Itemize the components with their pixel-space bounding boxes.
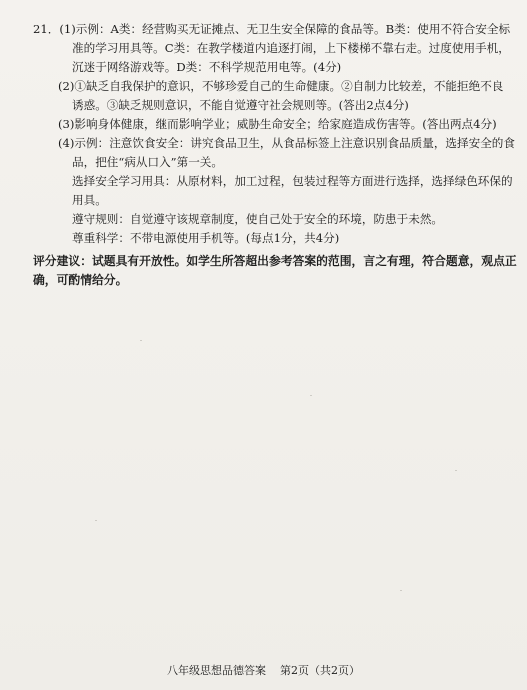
q21-part1-line1: 21．(1)示例：A类：经营购买无证摊点、无卫生安全保障的食品等。B类：使用不符合安全标 bbox=[33, 22, 511, 36]
footer-title: 八年级思想品德答案 bbox=[167, 664, 266, 677]
q21-part1-line2: 准的学习用具等。C类：在教学楼道内追逐打闹，上下楼梯不靠右走。过度使用手机， bbox=[72, 41, 510, 55]
q21-part3-line1: (3)影响身体健康，继而影响学业；威胁生命安全；给家庭造成伤害等。(答出两点4分) bbox=[58, 117, 497, 131]
q21-part4-line2: 品，把住“病从口入”第一关。 bbox=[72, 155, 223, 169]
grading-note-line1: 评分建议：试题具有开放性。如学生所答超出参考答案的范围，言之有理，符合题意，观点正 bbox=[33, 254, 517, 268]
q21-part4-line4: 用具。 bbox=[72, 193, 107, 207]
scan-noise bbox=[140, 340, 142, 341]
scan-noise bbox=[400, 590, 402, 591]
q21-part1-line3: 沉迷于网络游戏等。D类：不科学规范用电等。(4分) bbox=[72, 60, 342, 74]
q21-part4-line5: 遵守规则：自觉遵守该规章制度，使自己处于安全的环境，防患于未然。 bbox=[72, 212, 444, 226]
q21-part4-line6: 尊重科学：不带电源使用手机等。(每点1分，共4分) bbox=[72, 231, 340, 245]
q21-part2-line2: 诱惑。③缺乏规则意识，不能自觉遵守社会规则等。(答出2点4分) bbox=[72, 98, 409, 112]
q21-part4-line3: 选择安全学习用具：从原材料，加工过程，包装过程等方面进行选择，选择绿色环保的 bbox=[72, 174, 513, 188]
q21-part4-line1: (4)示例：注意饮食安全：讲究食品卫生，从食品标签上注意识别食品质量，选择安全的食 bbox=[58, 136, 515, 150]
footer-page-number: 第2页（共2页） bbox=[280, 664, 360, 677]
page-footer bbox=[0, 662, 527, 678]
q21-part2-line1: (2)①缺乏自我保护的意识，不够珍爱自己的生命健康。②自制力比较差，不能拒绝不良 bbox=[58, 79, 504, 93]
grading-note-line2: 确，可酌情给分。 bbox=[33, 273, 128, 287]
scan-noise bbox=[95, 520, 97, 521]
scan-noise bbox=[455, 470, 457, 471]
scan-noise bbox=[310, 395, 312, 396]
